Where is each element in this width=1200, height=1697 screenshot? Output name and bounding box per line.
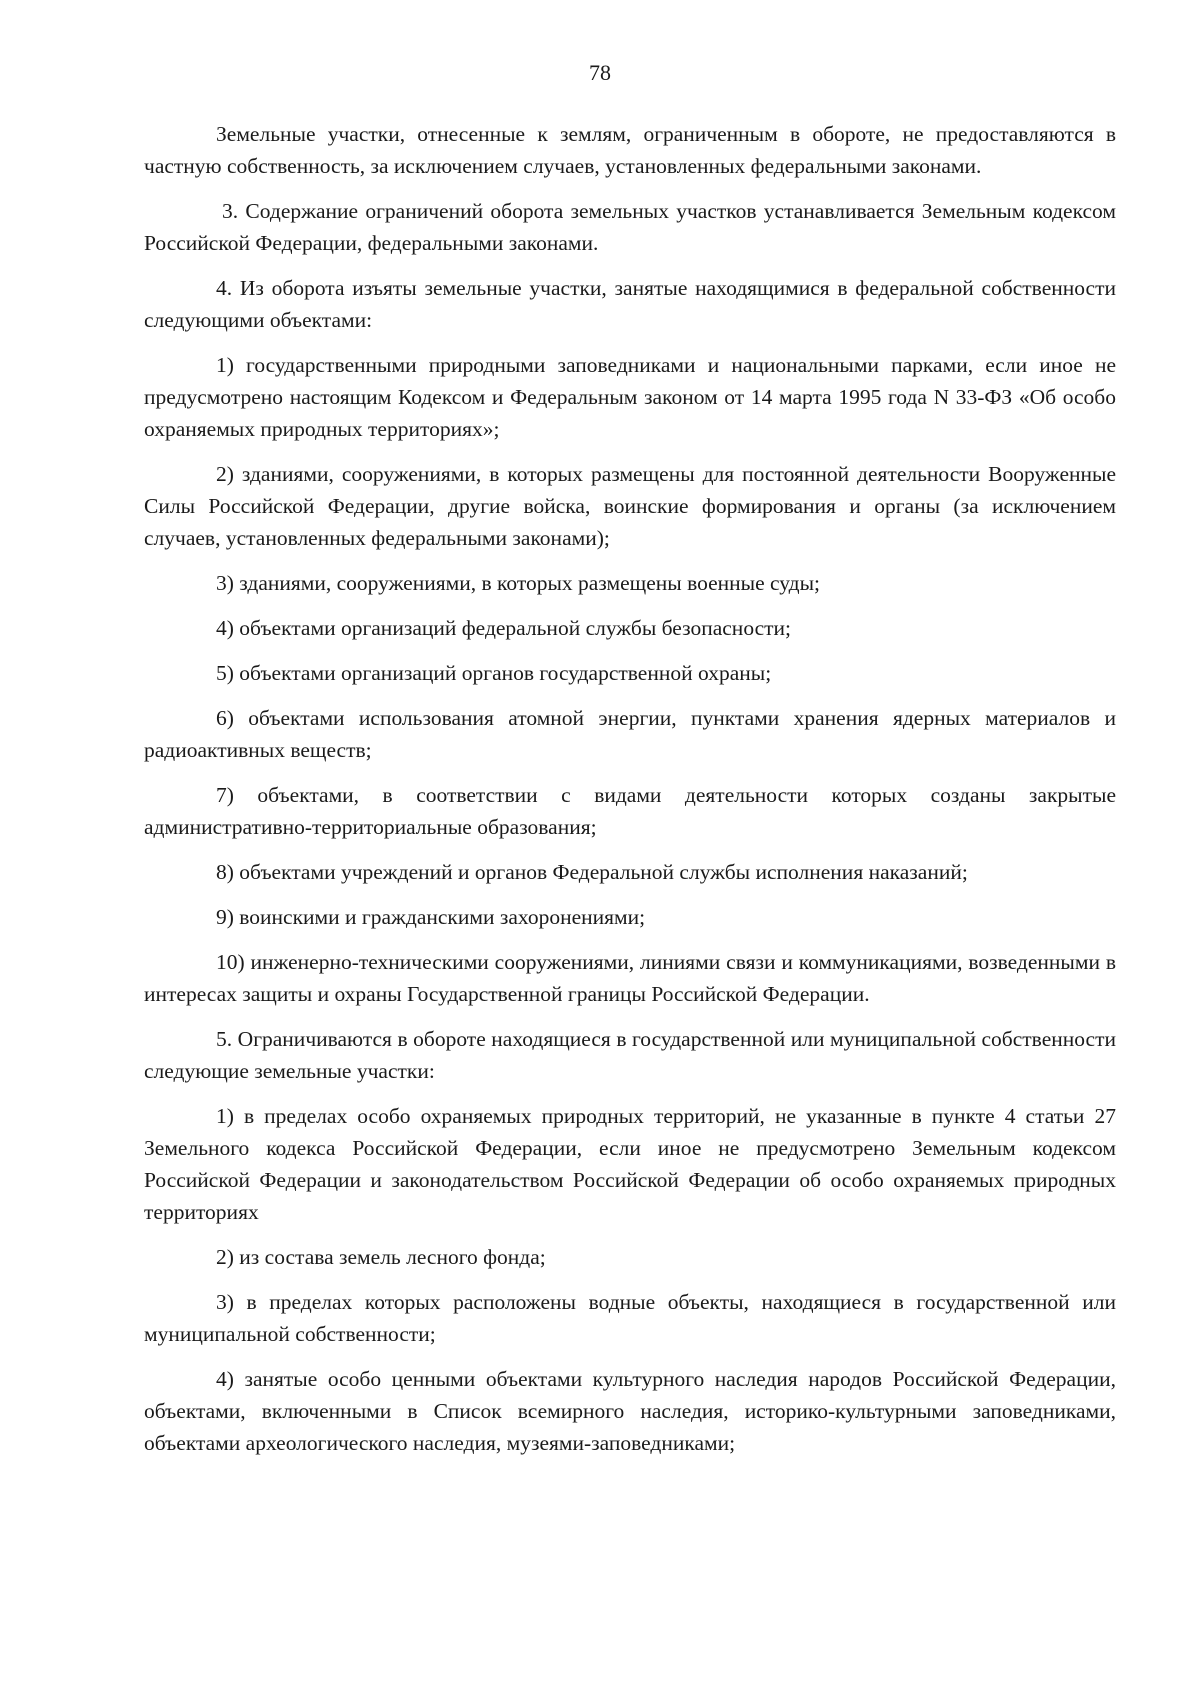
paragraph-clause-4-item-4: 4) объектами организаций федеральной службы безопасности; <box>216 616 792 640</box>
paragraph-clause-5-item-1: 1) в пределах особо охраняемых природных территорий, не указанные в пункте 4 статьи 27 Земельного кодекса Российской Федерации, если иное не предусмотрено Земельным кодексом Российской Федерации и законодательством Российской Федерации об особо охраняемых природных территориях <box>144 1104 1116 1224</box>
paragraph-clause-4-item-7: 7) объектами, в соответствии с видами деятельности которых созданы закрытые административно-территориальные образования; <box>144 783 1116 839</box>
paragraph-clause-4-item-5: 5) объектами организаций органов государственной охраны; <box>216 661 772 685</box>
paragraph-clause-4-item-2: 2) зданиями, сооружениями, в которых размещены для постоянной деятельности Вооруженные Силы Российской Федерации, другие войска, воинские формирования и органы (за исключением случаев, установленных федеральными законами); <box>144 462 1116 550</box>
paragraph-clause-5-item-2: 2) из состава земель лесного фонда; <box>216 1245 546 1269</box>
paragraph-clause-4-item-1: 1) государственными природными заповедниками и национальными парками, если иное не предусмотрено настоящим Кодексом и Федеральным законом от 14 марта 1995 года N 33-ФЗ «Об особо охраняемых природных территориях»; <box>144 353 1116 441</box>
paragraph-clause-3: 3. Содержание ограничений оборота земельных участков устанавливается Земельным кодексом Российской Федерации, федеральными законами. <box>144 199 1116 255</box>
paragraph-clause-4-item-9: 9) воинскими и гражданскими захоронениями; <box>216 905 646 929</box>
paragraph-clause-4-item-6: 6) объектами использования атомной энергии, пунктами хранения ядерных материалов и радиоактивных веществ; <box>144 706 1116 762</box>
paragraph-clause-5-item-3: 3) в пределах которых расположены водные объекты, находящиеся в государственной или муниципальной собственности; <box>144 1290 1116 1346</box>
paragraph-clause-5-item-4: 4) занятые особо ценными объектами культурного наследия народов Российской Федерации, объектами, включенными в Список всемирного наследия, историко-культурными заповедниками, объектами археологического наследия, музеями-заповедниками; <box>144 1367 1116 1455</box>
paragraph-clause-4-item-3: 3) зданиями, сооружениями, в которых размещены военные суды; <box>216 571 821 595</box>
paragraph-clause-5: 5. Ограничиваются в обороте находящиеся в государственной или муниципальной собственности следующие земельные участки: <box>144 1027 1116 1083</box>
paragraph-clause-4: 4. Из оборота изъяты земельные участки, занятые находящимися в федеральной собственности следующими объектами: <box>144 276 1116 332</box>
paragraph-intro: Земельные участки, отнесенные к землям, ограниченным в обороте, не предоставляются в частную собственность, за исключением случаев, установленных федеральными законами. <box>144 122 1116 178</box>
page-number: 78 <box>589 60 611 85</box>
paragraph-clause-4-item-8: 8) объектами учреждений и органов Федеральной службы исполнения наказаний; <box>216 860 968 884</box>
paragraph-clause-4-item-10: 10) инженерно-техническими сооружениями, линиями связи и коммуникациями, возведенными в интересах защиты и охраны Государственной границы Российской Федерации. <box>144 950 1116 1006</box>
document-body <box>144 118 1116 1472</box>
